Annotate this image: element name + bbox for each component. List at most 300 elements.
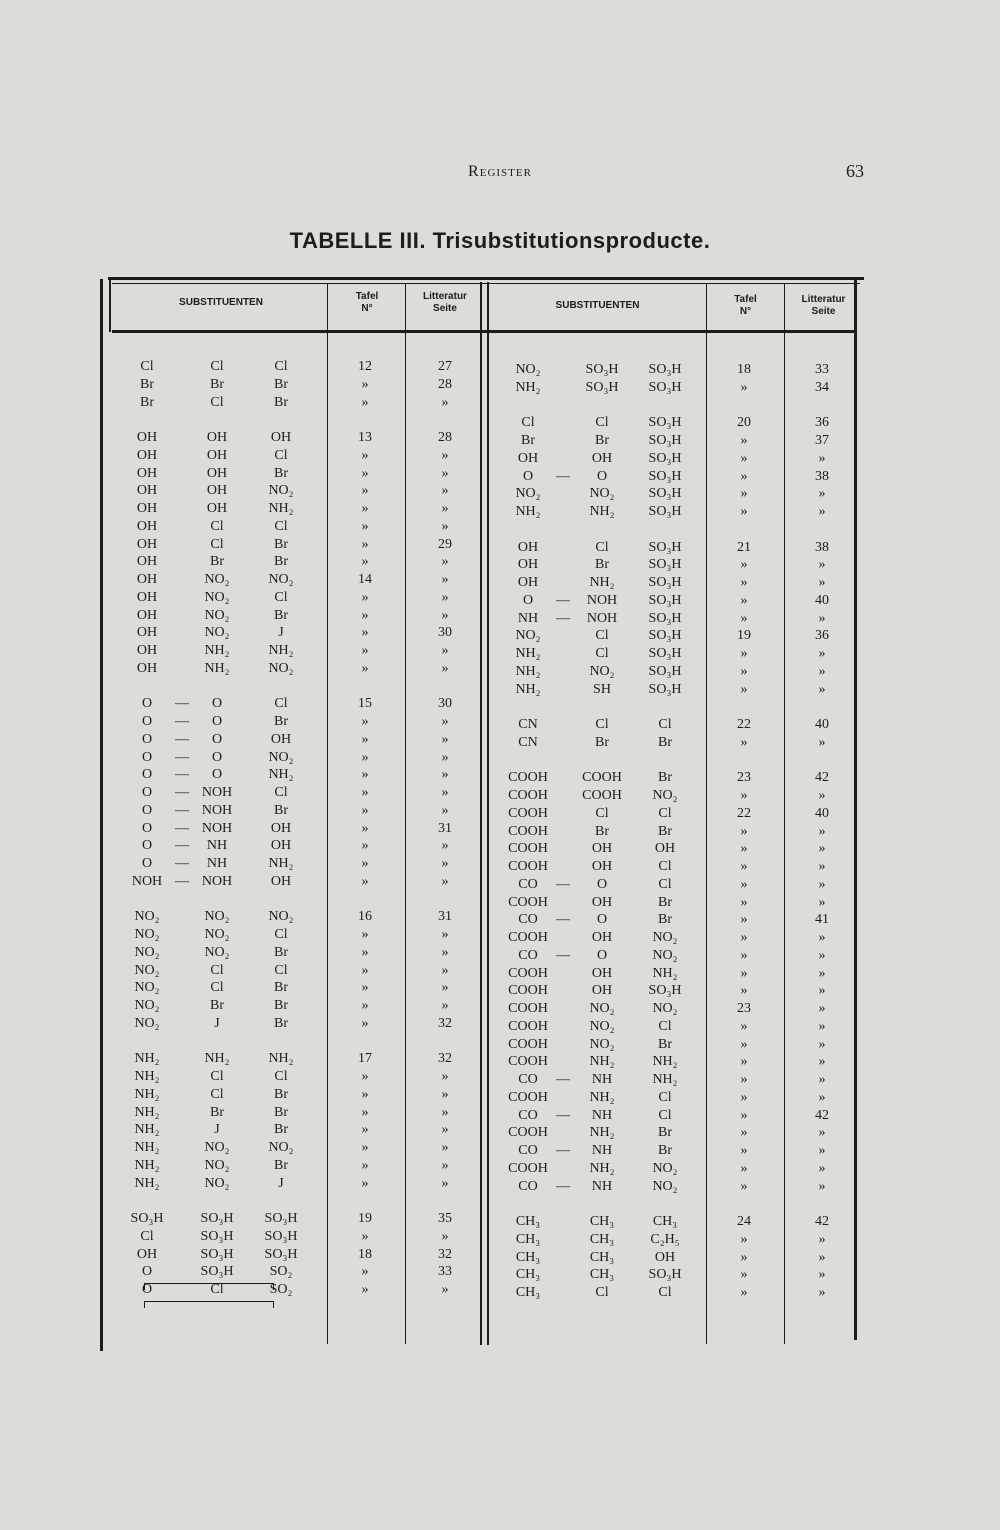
substituent-cell: SO₃H xyxy=(648,362,682,377)
substituent-cell: NO₂ xyxy=(589,1018,615,1034)
substituent-cell: Br xyxy=(274,714,288,729)
substituent-cell: NO₂ xyxy=(134,962,160,978)
substituent-cell: NO₂ xyxy=(652,788,678,803)
substituent-cell: OH xyxy=(136,501,158,516)
tafel-cell: » xyxy=(361,873,369,889)
substituent-cell: SO₃H xyxy=(200,1264,234,1280)
substituent-cell: Cl xyxy=(274,785,288,800)
substituent-cell: NO₂ xyxy=(268,909,294,925)
seite-cell: » xyxy=(818,1036,826,1052)
tafel-cell: » xyxy=(740,912,748,928)
substituent-cell: NH₂ xyxy=(204,643,230,658)
substituent-cell: CN xyxy=(518,717,538,732)
tafel-cell: » xyxy=(740,433,748,448)
tafel-cell: » xyxy=(740,947,748,963)
seite-cell: » xyxy=(441,607,449,623)
seite-cell: 38 xyxy=(815,539,829,555)
substituent-cell: NH₂ xyxy=(134,1122,160,1138)
substituent-cell: NO₂ xyxy=(268,749,294,765)
substituent-cell: NOH xyxy=(586,592,618,608)
tafel-no-label: N° xyxy=(739,306,752,317)
table-rule xyxy=(327,284,328,1344)
substituent-cell: — xyxy=(556,1107,570,1123)
substituent-cell: O xyxy=(211,749,223,765)
substituent-cell: Br xyxy=(274,376,288,392)
substituent-cell: NH₂ xyxy=(515,663,541,679)
substituent-cell: NH xyxy=(206,838,228,854)
substituent-cell: SO₃H xyxy=(200,1211,234,1226)
substituent-cell: Cl xyxy=(210,359,224,374)
substituent-cell: NH₂ xyxy=(134,1086,160,1102)
substituent-cell: Br xyxy=(658,1125,672,1141)
tafel-label: Tafel xyxy=(355,291,379,302)
substituent-cell: COOH xyxy=(508,1089,548,1105)
substituent-cell: Cl xyxy=(274,447,288,463)
substituent-cell: NO₂ xyxy=(204,909,230,925)
tafel-cell: » xyxy=(740,1231,748,1247)
tafel-cell: » xyxy=(361,749,369,765)
substituent-cell: OH xyxy=(591,930,613,945)
tafel-cell: » xyxy=(361,962,369,978)
substituent-cell: Cl xyxy=(274,518,288,534)
litt-label: Litteratur xyxy=(801,294,846,305)
substituent-cell: Br xyxy=(210,1104,224,1120)
substituent-cell: Cl xyxy=(595,539,609,555)
substituent-cell: SO₃H xyxy=(648,415,682,431)
substituent-cell: OH xyxy=(591,983,613,999)
substituent-cell: NO₂ xyxy=(589,1036,615,1052)
substituent-cell: NO₂ xyxy=(515,486,541,502)
substituent-cell: Cl xyxy=(210,980,224,996)
tafel-cell: 24 xyxy=(737,1214,751,1229)
tafel-cell: » xyxy=(740,1036,748,1052)
seite-cell: » xyxy=(441,660,449,676)
substituent-cell: NO₂ xyxy=(652,1160,678,1176)
substituent-cell: NH₂ xyxy=(268,501,294,516)
seite-cell: » xyxy=(441,714,449,729)
tafel-cell: » xyxy=(740,859,748,874)
seite-cell: » xyxy=(818,788,826,803)
substituent-cell: Br xyxy=(274,394,288,410)
substituent-cell: NO₂ xyxy=(268,660,294,676)
substituent-cell: NO₂ xyxy=(268,1140,294,1155)
seite-cell: » xyxy=(818,1054,826,1070)
seite-cell: » xyxy=(441,802,449,818)
substituent-cell: SO₃H xyxy=(648,646,682,661)
substituent-cell: OH xyxy=(270,430,292,445)
substituent-cell: Br xyxy=(274,980,288,996)
substituent-cell: SO₃H xyxy=(264,1246,298,1262)
substituent-cell: NH₂ xyxy=(268,643,294,658)
tafel-cell: » xyxy=(361,554,369,570)
substituent-cell: NH₂ xyxy=(515,681,541,697)
substituent-cell: Cl xyxy=(658,717,672,732)
substituent-cell: NOH xyxy=(131,873,163,889)
substituent-cell: NH₂ xyxy=(652,1072,678,1087)
tafel-cell: » xyxy=(740,1267,748,1283)
tafel-cell: » xyxy=(361,607,369,623)
seite-cell: » xyxy=(818,894,826,910)
seite-cell: » xyxy=(441,1140,449,1155)
substituent-cell: SO₃H xyxy=(648,592,682,608)
substituent-cell: COOH xyxy=(508,805,548,821)
tafel-cell: » xyxy=(361,838,369,854)
substituent-cell: NH₂ xyxy=(134,1051,160,1067)
substituent-cell: NH xyxy=(591,1072,613,1087)
substituent-cell: SO₃H xyxy=(264,1211,298,1226)
substituent-cell: — xyxy=(175,838,189,854)
tafel-cell: » xyxy=(740,557,748,573)
seite-cell: » xyxy=(818,1178,826,1194)
seite-cell: » xyxy=(818,734,826,750)
tafel-cell: » xyxy=(361,1140,369,1155)
substituent-cell: OH xyxy=(136,572,158,587)
substituent-cell: NH₂ xyxy=(589,1054,615,1070)
substituent-cell: NH₂ xyxy=(515,646,541,661)
substituent-cell: SO₃H xyxy=(648,486,682,502)
tafel-cell: » xyxy=(740,894,748,910)
substituent-cell: Br xyxy=(658,894,672,910)
substituent-cell: OH xyxy=(136,483,158,499)
table-rule xyxy=(405,284,406,1344)
substituent-cell: Cl xyxy=(210,1069,224,1084)
substituent-cell: OH xyxy=(136,589,158,605)
substituent-cell: O xyxy=(522,468,534,484)
seite-cell: » xyxy=(441,731,449,747)
seite-cell: 40 xyxy=(815,717,829,732)
tafel-cell: » xyxy=(740,1178,748,1194)
substituent-cell: Cl xyxy=(274,962,288,978)
tafel-cell: 22 xyxy=(737,805,751,821)
substituent-cell: SO₂ xyxy=(269,1264,293,1280)
substituent-cell: NOH xyxy=(201,802,233,818)
substituent-cell: NO₂ xyxy=(204,572,230,587)
seite-cell: » xyxy=(818,1267,826,1283)
substituent-cell: NO₂ xyxy=(589,1001,615,1016)
substituent-cell: Cl xyxy=(595,628,609,644)
substituent-cell: Cl xyxy=(658,1285,672,1300)
substituent-cell: OH xyxy=(517,575,539,590)
substituent-cell: NO₂ xyxy=(268,572,294,587)
tafel-cell: » xyxy=(740,646,748,661)
substituent-cell: NO₂ xyxy=(652,1001,678,1016)
substituent-cell: CH₃ xyxy=(515,1249,541,1265)
substituent-cell: NH₂ xyxy=(589,504,615,519)
substituent-cell: Br xyxy=(274,802,288,818)
substituent-cell: COOH xyxy=(508,894,548,910)
substituent-cell: O xyxy=(141,856,153,871)
substituent-cell: Cl xyxy=(658,859,672,874)
tafel-cell: » xyxy=(361,980,369,996)
substituent-cell: J xyxy=(214,1015,220,1031)
substituent-cell: — xyxy=(556,610,570,626)
substituent-cell: NO₂ xyxy=(204,927,230,942)
substituent-cell: Cl xyxy=(658,1089,672,1105)
seite-cell: 36 xyxy=(815,415,829,431)
substituent-cell: NO₂ xyxy=(652,930,678,945)
substituent-cell: Cl xyxy=(595,1285,609,1300)
tafel-cell: » xyxy=(361,589,369,605)
substituent-cell: Br xyxy=(658,770,672,786)
substituent-cell: O xyxy=(596,468,608,484)
substituent-cell: O xyxy=(141,1264,153,1280)
substituent-cell: Cl xyxy=(210,1086,224,1102)
seite-cell: » xyxy=(818,557,826,573)
substituent-cell: Cl xyxy=(210,962,224,978)
page-number: 63 xyxy=(846,161,864,181)
substituent-cell: SO₃H xyxy=(648,575,682,590)
substituent-cell: OH xyxy=(270,731,292,747)
tafel-cell: » xyxy=(361,483,369,499)
substituent-cell: SO₃H xyxy=(648,468,682,484)
substituent-cell: SO₃H xyxy=(648,433,682,448)
tafel-cell: » xyxy=(740,1107,748,1123)
seite-cell: 32 xyxy=(438,1246,452,1262)
substituent-cell: NO₂ xyxy=(652,947,678,963)
tafel-cell: » xyxy=(361,1015,369,1031)
substituent-cell: Br xyxy=(274,607,288,623)
seite-cell: 40 xyxy=(815,592,829,608)
tafel-cell: » xyxy=(740,1018,748,1034)
seite-cell: » xyxy=(818,1249,826,1265)
tafel-cell: » xyxy=(361,802,369,818)
seite-cell: » xyxy=(818,1160,826,1176)
substituent-cell: COOH xyxy=(508,1001,548,1016)
seite-cell: » xyxy=(441,927,449,942)
seite-cell: » xyxy=(818,575,826,590)
seite-cell: » xyxy=(441,554,449,570)
substituent-cell: O xyxy=(141,802,153,818)
seite-cell: » xyxy=(441,767,449,783)
substituent-cell: Br xyxy=(274,465,288,481)
tafel-cell: » xyxy=(740,468,748,484)
substituent-cell: NH₂ xyxy=(134,1104,160,1120)
substituent-cell: O xyxy=(141,838,153,854)
substituent-cell: OH xyxy=(517,450,539,466)
substituent-cell: O xyxy=(211,696,223,712)
seite-cell: 30 xyxy=(438,696,452,712)
substituent-cell: Cl xyxy=(658,876,672,892)
substituent-cell: NH₂ xyxy=(134,1069,160,1084)
tafel-cell: 14 xyxy=(358,572,372,587)
seite-cell: » xyxy=(441,518,449,534)
seite-cell: 33 xyxy=(815,362,829,377)
substituent-cell: CH₃ xyxy=(652,1214,678,1229)
substituent-cell: NH₂ xyxy=(515,379,541,395)
seite-cell: » xyxy=(441,1175,449,1191)
substituent-cell: NH₂ xyxy=(589,575,615,590)
substituent-cell: — xyxy=(175,731,189,747)
substituent-cell: SO₃H xyxy=(130,1211,164,1226)
seite-cell: » xyxy=(818,965,826,981)
substituent-cell: NO₂ xyxy=(652,1178,678,1194)
substituent-cell: — xyxy=(175,714,189,729)
seite-cell: 30 xyxy=(438,625,452,641)
substituent-cell: Br xyxy=(274,1122,288,1138)
substituent-cell: Br xyxy=(274,1104,288,1120)
substituent-cell: Cl xyxy=(210,518,224,534)
substituent-cell: O xyxy=(141,820,153,836)
seite-cell: » xyxy=(441,1086,449,1102)
substituent-cell: Br xyxy=(595,557,609,573)
tafel-cell: » xyxy=(740,841,748,857)
substituent-cell: Br xyxy=(658,1143,672,1158)
tafel-cell: » xyxy=(361,767,369,783)
tafel-cell: » xyxy=(361,1104,369,1120)
seite-cell: » xyxy=(818,450,826,466)
tafel-cell: » xyxy=(740,1125,748,1141)
tafel-cell: » xyxy=(740,876,748,892)
substituent-cell: C₂H₅ xyxy=(650,1231,680,1247)
substituent-cell: NH₂ xyxy=(589,1125,615,1141)
substituent-cell: Br xyxy=(521,433,535,448)
substituent-cell: OH xyxy=(591,450,613,466)
seite-cell: 31 xyxy=(438,909,452,925)
tafel-cell: 19 xyxy=(737,628,751,644)
substituent-cell: SO₃H xyxy=(648,1267,682,1283)
substituent-cell: NO₂ xyxy=(204,607,230,623)
substituent-cell: CO xyxy=(518,1143,538,1158)
substituent-cell: OH xyxy=(591,859,613,874)
tafel-cell: » xyxy=(361,1086,369,1102)
tafel-cell: 20 xyxy=(737,415,751,431)
substituent-cell: O xyxy=(141,1282,153,1297)
substituent-cell: OH xyxy=(270,873,292,889)
ring-bracket-top xyxy=(144,1283,274,1290)
substituent-cell: COOH xyxy=(508,770,548,786)
tafel-cell: » xyxy=(740,1054,748,1070)
substituent-cell: NOH xyxy=(201,785,233,800)
substituent-cell: CH₃ xyxy=(589,1249,615,1265)
seite-cell: » xyxy=(441,1157,449,1173)
substituent-cell: Cl xyxy=(658,805,672,821)
substituent-cell: Br xyxy=(274,1157,288,1173)
seite-cell: 36 xyxy=(815,628,829,644)
seite-cell: » xyxy=(818,1001,826,1016)
substituent-cell: — xyxy=(175,749,189,765)
tafel-cell: » xyxy=(361,1282,369,1297)
tafel-cell: » xyxy=(361,1228,369,1244)
substituent-cell: NH₂ xyxy=(589,1160,615,1176)
substituent-cell: SO₃H xyxy=(585,362,619,377)
seite-cell: 28 xyxy=(438,376,452,392)
tafel-cell: » xyxy=(361,998,369,1013)
tafel-cell: 15 xyxy=(358,696,372,712)
substituent-cell: Cl xyxy=(210,1282,224,1297)
substituent-cell: O xyxy=(141,749,153,765)
substituent-cell: Br xyxy=(658,734,672,750)
tafel-cell: » xyxy=(361,536,369,552)
substituent-cell: COOH xyxy=(508,965,548,981)
substituent-cell: O xyxy=(141,785,153,800)
tafel-cell: 23 xyxy=(737,770,751,786)
seite-cell: 35 xyxy=(438,1211,452,1226)
seite-cell: » xyxy=(441,501,449,516)
substituent-cell: J xyxy=(214,1122,220,1138)
substituent-cell: NO₂ xyxy=(515,628,541,644)
tafel-cell: » xyxy=(361,927,369,942)
substituent-cell: Br xyxy=(274,554,288,570)
substituent-cell: NO₂ xyxy=(268,483,294,499)
substituent-cell: Cl xyxy=(140,1228,154,1244)
seite-label: Seite xyxy=(811,306,836,317)
substituent-cell: Br xyxy=(658,1036,672,1052)
substituent-cell: CH₃ xyxy=(589,1214,615,1229)
substituent-cell: OH xyxy=(136,518,158,534)
substituent-cell: NO₂ xyxy=(204,1157,230,1173)
seite-cell: » xyxy=(818,859,826,874)
substituent-cell: OH xyxy=(206,501,228,516)
substituent-cell: Br xyxy=(595,433,609,448)
substituent-cell: O xyxy=(522,592,534,608)
substituent-cell: CH₃ xyxy=(515,1267,541,1283)
left-litt-header xyxy=(407,291,483,315)
substituent-cell: CN xyxy=(518,734,538,750)
substituent-cell: CO xyxy=(518,912,538,928)
tafel-cell: » xyxy=(740,734,748,750)
seite-cell: » xyxy=(441,483,449,499)
substituent-cell: — xyxy=(556,468,570,484)
substituent-cell: OH xyxy=(136,536,158,552)
tafel-cell: » xyxy=(361,625,369,641)
substituent-cell: OH xyxy=(136,660,158,676)
substituent-cell: OH xyxy=(517,557,539,573)
substituent-cell: COOH xyxy=(508,983,548,999)
tafel-cell: » xyxy=(740,592,748,608)
substituent-cell: COOH xyxy=(508,1036,548,1052)
tafel-cell: » xyxy=(740,788,748,803)
substituent-cell: Cl xyxy=(595,415,609,431)
table-rule xyxy=(100,279,103,1351)
seite-cell: 29 xyxy=(438,536,452,552)
substituent-cell: Br xyxy=(274,1086,288,1102)
tafel-label: Tafel xyxy=(734,294,757,305)
tafel-cell: 16 xyxy=(358,909,372,925)
substituent-cell: O xyxy=(141,714,153,729)
substituent-cell: NH₂ xyxy=(589,1089,615,1105)
table-rule xyxy=(480,282,482,1345)
tafel-cell: » xyxy=(361,1175,369,1191)
substituent-cell: — xyxy=(175,767,189,783)
seite-cell: » xyxy=(441,962,449,978)
substituent-cell: NO₂ xyxy=(134,909,160,925)
substituent-cell: Cl xyxy=(658,1018,672,1034)
substituent-cell: NH₂ xyxy=(268,1051,294,1067)
substituent-cell: J xyxy=(278,625,284,641)
seite-cell: » xyxy=(818,983,826,999)
substituent-cell: NO₂ xyxy=(134,1015,160,1031)
substituent-cell: O xyxy=(596,947,608,963)
substituent-cell: OH xyxy=(136,554,158,570)
substituent-cell: COOH xyxy=(508,1160,548,1176)
tafel-cell: » xyxy=(361,447,369,463)
substituent-cell: SH xyxy=(593,681,611,697)
seite-cell: » xyxy=(818,504,826,519)
seite-cell: 27 xyxy=(438,359,452,374)
seite-cell: 33 xyxy=(438,1264,452,1280)
substituent-cell: — xyxy=(556,592,570,608)
substituent-cell: NH xyxy=(591,1143,613,1158)
tafel-cell: » xyxy=(361,944,369,960)
tafel-cell: » xyxy=(361,1264,369,1280)
substituent-cell: O xyxy=(211,731,223,747)
seite-cell: » xyxy=(441,643,449,658)
tafel-cell: » xyxy=(361,643,369,658)
seite-cell: » xyxy=(441,394,449,410)
seite-cell: » xyxy=(441,572,449,587)
tafel-cell: » xyxy=(740,1143,748,1158)
substituent-cell: — xyxy=(175,856,189,871)
